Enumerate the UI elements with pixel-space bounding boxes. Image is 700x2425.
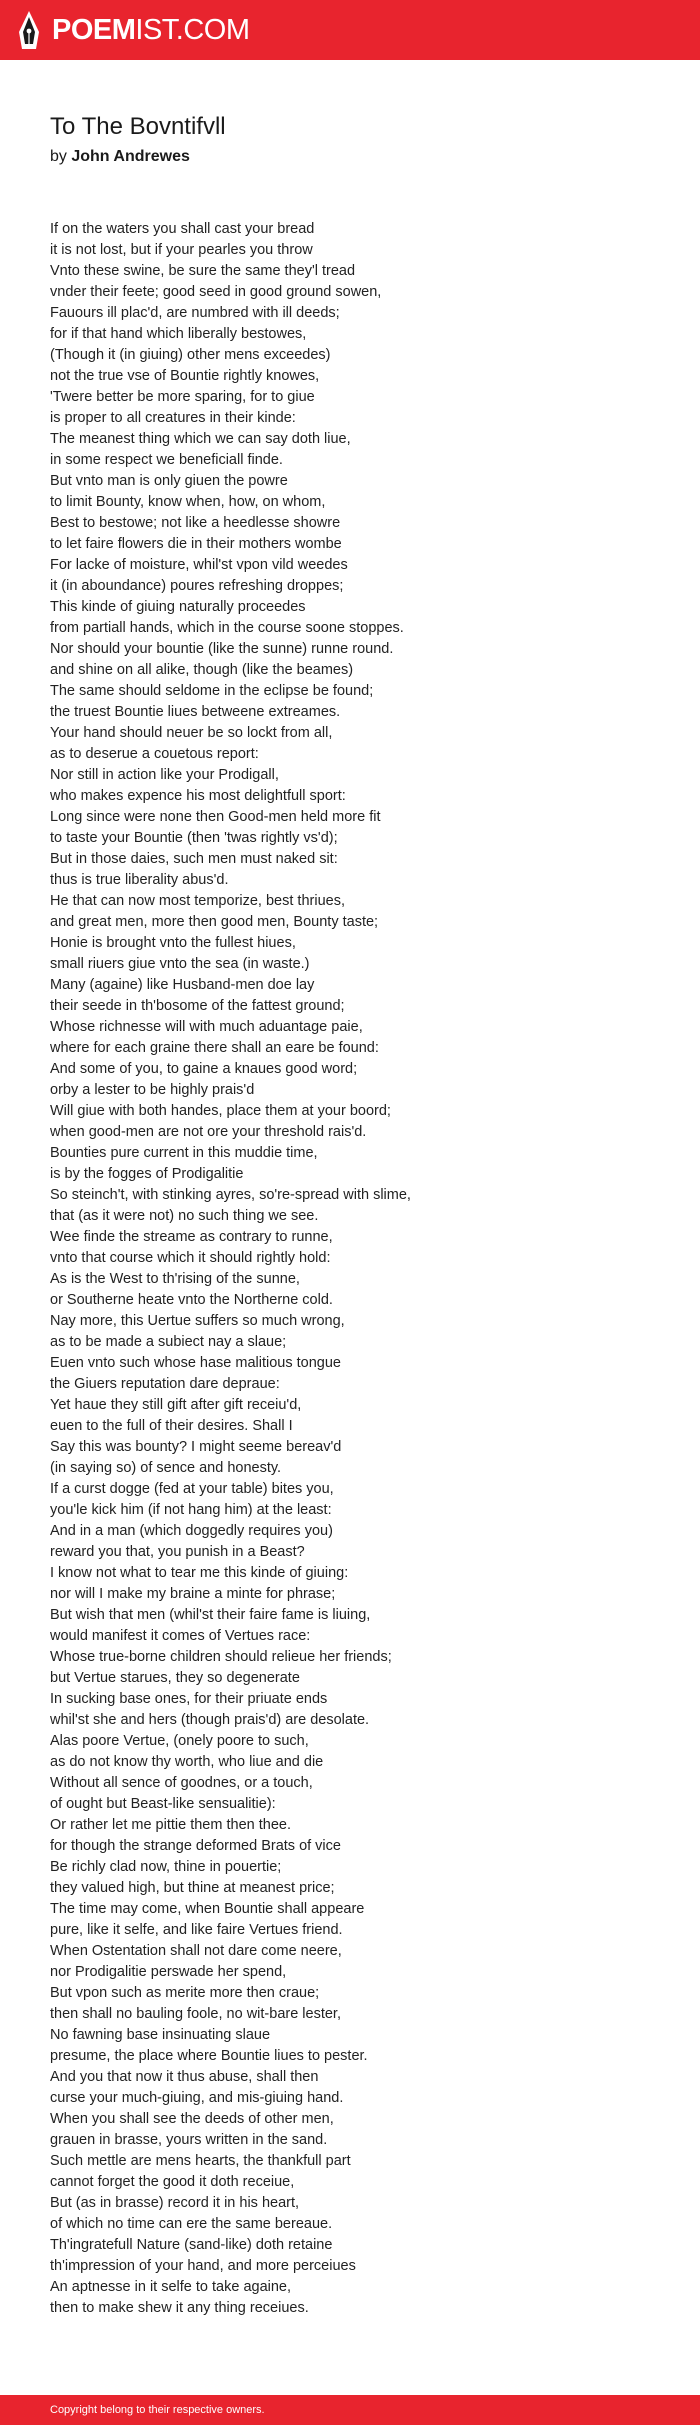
poem-line: in some respect we beneficiall finde. [50,452,283,468]
by-label: by [50,148,67,165]
poem-line: Long since were none then Good-men held more fit [50,809,381,825]
poem-line: For lacke of moisture, whil'st vpon vild weedes [50,557,348,573]
logo-text-bold: POEM [52,13,136,46]
poem-line: If a curst dogge (fed at your table) bites you, [50,1481,334,1497]
poem-line: orby a lester to be highly prais'd [50,1082,255,1098]
poem-line: Wee finde the streame as contrary to runne, [50,1229,333,1245]
poem-line: th'impression of your hand, and more perceiues [50,2258,356,2274]
poem-line: the truest Bountie liues betweene extreames. [50,704,341,720]
poem-line: (Though it (in giuing) other mens exceedes) [50,347,331,363]
poem-line: This kinde of giuing naturally proceedes [50,599,306,615]
poem-line: Whose true-borne children should relieue her friends; [50,1649,392,1665]
poem-line: as to deserue a couetous report: [50,746,259,762]
poem-line: from partiall hands, which in the course soone stoppes. [50,620,404,636]
poem-line: grauen in brasse, yours written in the sand. [50,2132,328,2148]
poem-line: pure, like it selfe, and like faire Vertues friend. [50,1922,343,1938]
poem-line: But (as in brasse) record it in his heart, [50,2195,300,2211]
poem-line: or Southerne heate vnto the Northerne cold. [50,1292,333,1308]
poem-line: Alas poore Vertue, (onely poore to such, [50,1733,309,1749]
poem-line: as do not know thy worth, who liue and die [50,1754,324,1770]
poem-line: Will giue with both handes, place them at your boord; [50,1103,391,1119]
pen-nib-icon [18,10,40,50]
poem-line: thus is true liberality abus'd. [50,872,229,888]
poem-line: No fawning base insinuating slaue [50,2027,271,2043]
poem-line: But vnto man is only giuen the powre [50,473,288,489]
poem-line: cannot forget the good it doth receiue, [50,2174,295,2190]
poem-line: The same should seldome in the eclipse be found; [50,683,374,699]
poem-line: small riuers giue vnto the sea (in waste.) [50,956,310,972]
poem-line: But in those daies, such men must naked sit: [50,851,338,867]
poem-line: is proper to all creatures in their kinde: [50,410,296,426]
copyright-text: Copyright belong to their respective owners. [50,2404,265,2416]
poem-line: vnto that course which it should rightly hold: [50,1250,331,1266]
poem-line: for though the strange deformed Brats of vice [50,1838,341,1854]
poem-line: As is the West to th'rising of the sunne, [50,1271,300,1287]
poem-line: And you that now it thus abuse, shall then [50,2069,319,2085]
poem-body [50,219,411,2319]
poem-line: and great men, more then good men, Bounty taste; [50,914,379,930]
poem-line: And in a man (which doggedly requires you) [50,1523,333,1539]
poem-line: The meanest thing which we can say doth liue, [50,431,351,447]
poem-line: for if that hand which liberally bestowes, [50,326,307,342]
poem-line: is by the fogges of Prodigalitie [50,1166,244,1182]
poem-line: reward you that, you punish in a Beast? [50,1544,305,1560]
poem-line: vnder their feete; good seed in good ground sowen, [50,284,382,300]
poem-line: (in saying so) of sence and honesty. [50,1460,282,1476]
author-link[interactable]: John Andrewes [71,148,190,165]
poem-line: Such mettle are mens hearts, the thankfull part [50,2153,351,2169]
poem-line: The time may come, when Bountie shall appeare [50,1901,365,1917]
poem-line: who makes expence his most delightfull sport: [50,788,346,804]
poem-line: Best to bestowe; not like a heedlesse showre [50,515,341,531]
logo-text-light: IST.COM [135,13,250,46]
poem-line: So steinch't, with stinking ayres, so're-spread with slime, [50,1187,411,1203]
poem-line: Many (againe) like Husband-men doe lay [50,977,315,993]
poem-line: Nor should your bountie (like the sunne) runne round. [50,641,394,657]
poem-line: Vnto these swine, be sure the same they'l tread [50,263,356,279]
poem-line: to taste your Bountie (then 'twas rightly vs'd); [50,830,338,846]
poem-line: to let faire flowers die in their mothers wombe [50,536,342,552]
poem-line: Yet haue they still gift after gift receiu'd, [50,1397,302,1413]
poem-line: their seede in th'bosome of the fattest ground; [50,998,345,1014]
poem-line: In sucking base ones, for their priuate ends [50,1691,328,1707]
poem-line: as to be made a subiect nay a slaue; [50,1334,287,1350]
poem-line: He that can now most temporize, best thriues, [50,893,345,909]
poem-line: Euen vnto such whose hase malitious tongue [50,1355,341,1371]
poem-line: But vpon such as merite more then craue; [50,1985,320,2001]
poem-line: Without all sence of goodnes, or a touch, [50,1775,313,1791]
poem-line: When you shall see the deeds of other men, [50,2111,334,2127]
poem-line: not the true vse of Bountie rightly knowes, [50,368,320,384]
poem-line: Be richly clad now, thine in pouertie; [50,1859,282,1875]
poem-line: presume, the place where Bountie liues to pester. [50,2048,368,2064]
poem-line: where for each graine there shall an eare be found: [50,1040,379,1056]
poem-line: Whose richnesse will with much aduantage paie, [50,1019,363,1035]
poem-line: curse your much-giuing, and mis-giuing hand. [50,2090,344,2106]
poem-line: to limit Bounty, know when, how, on whom, [50,494,326,510]
site-logo-text [52,14,250,47]
poem-line: If on the waters you shall cast your bread [50,221,315,237]
site-footer [0,2395,700,2425]
poem-line: then to make shew it any thing receiues. [50,2300,309,2316]
poem-line: Honie is brought vnto the fullest hiues, [50,935,296,951]
poem-line: it is not lost, but if your pearles you throw [50,242,313,258]
poem-line: euen to the full of their desires. Shall I [50,1418,293,1434]
poem-line: Fauours ill plac'd, are numbred with ill deeds; [50,305,340,321]
poem-line: it (in aboundance) poures refreshing droppes; [50,578,344,594]
poem-line: when good-men are not ore your threshold rais'd. [50,1124,367,1140]
poem-line: and shine on all alike, though (like the beames) [50,662,354,678]
poem-line: the Giuers reputation dare depraue: [50,1376,280,1392]
poem-line: Bounties pure current in this muddie time, [50,1145,318,1161]
poem-line: then shall no bauling foole, no wit-bare lester, [50,2006,341,2022]
poem-line: Nay more, this Uertue suffers so much wrong, [50,1313,345,1329]
poem-line: nor Prodigalitie perswade her spend, [50,1964,287,1980]
poem-line: I know not what to tear me this kinde of giuing: [50,1565,349,1581]
poem-line: Th'ingratefull Nature (sand-like) doth retaine [50,2237,333,2253]
poem-line: that (as it were not) no such thing we see. [50,1208,319,1224]
poem-line: And some of you, to gaine a knaues good word; [50,1061,358,1077]
poem-line: of ought but Beast-like sensualitie): [50,1796,276,1812]
byline [50,148,190,166]
poem-line: but Vertue starues, they so degenerate [50,1670,300,1686]
site-header [0,0,700,60]
poem-line: Nor still in action like your Prodigall, [50,767,279,783]
poem-line: nor will I make my braine a minte for phrase; [50,1586,336,1602]
poem-line: 'Twere better be more sparing, for to giue [50,389,315,405]
poem-line: But wish that men (whil'st their faire fame is liuing, [50,1607,371,1623]
poem-line: Or rather let me pittie them then thee. [50,1817,291,1833]
poem-line: An aptnesse in it selfe to take againe, [50,2279,292,2295]
poem-line: Say this was bounty? I might seeme bereav'd [50,1439,342,1455]
poem-line: When Ostentation shall not dare come neere, [50,1943,342,1959]
poem-title: To The Bovntifvll [50,113,226,140]
site-logo[interactable] [18,10,250,50]
poem-line: they valued high, but thine at meanest price; [50,1880,335,1896]
poem-line: would manifest it comes of Vertues race: [50,1628,311,1644]
poem-line: Your hand should neuer be so lockt from all, [50,725,333,741]
poem-line: whil'st she and hers (though prais'd) are desolate. [50,1712,370,1728]
poem-line: of which no time can ere the same bereaue. [50,2216,333,2232]
poem-line: you'le kick him (if not hang him) at the least: [50,1502,332,1518]
